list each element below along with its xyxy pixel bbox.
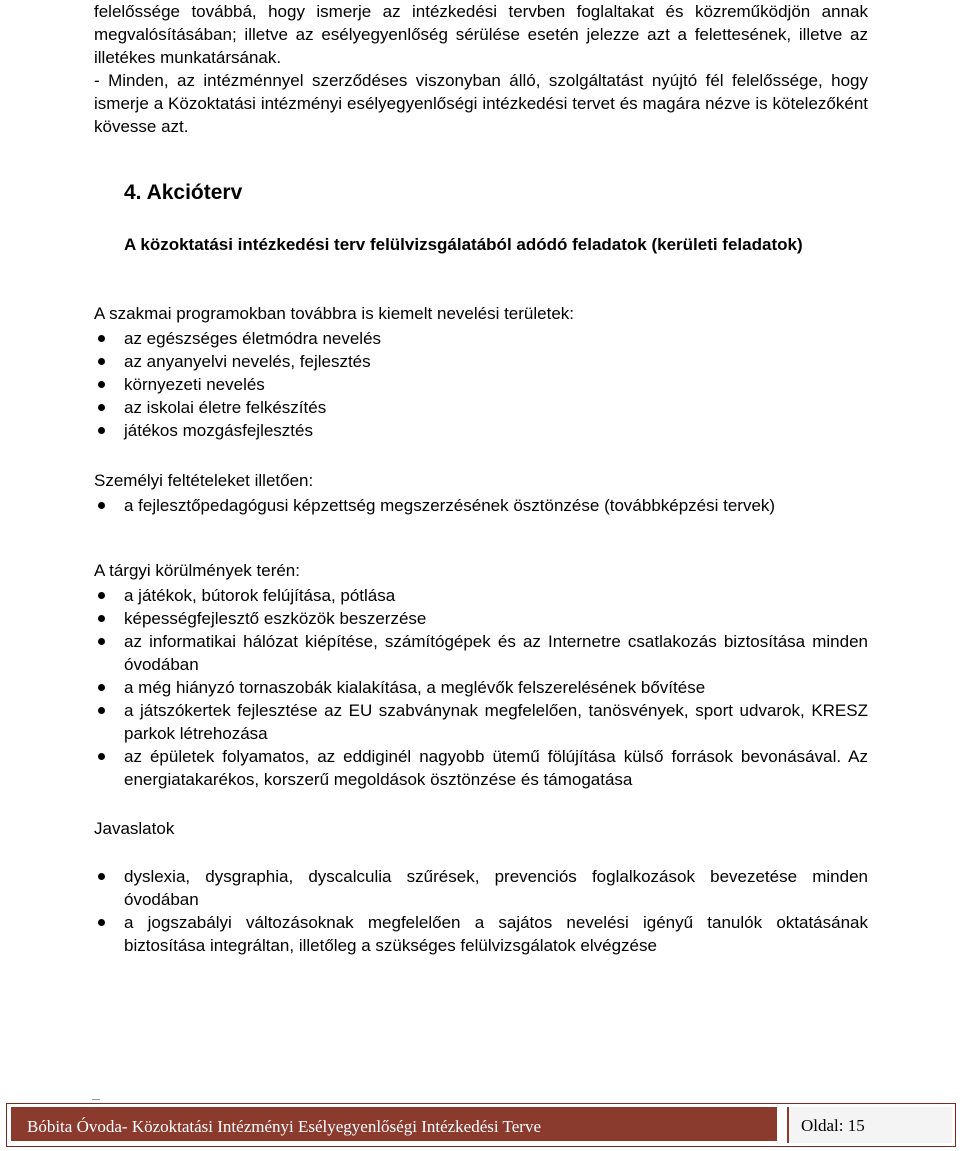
list-item-text: az épületek folyamatos, az eddiginél nagyobb ütemű fölújítása külső források bevonásával. Az energiatakarékos, korszerű megoldások ösztönzése és támogatása [124,747,868,789]
list-item [94,630,868,676]
material-block [94,559,868,791]
intro-text [94,0,868,138]
list-item-text: az egészséges életmódra nevelés [124,329,382,348]
list-item-text: az informatikai hálózat kiépítése, számítógépek és az Internetre csatlakozás biztosítása minden óvodában [124,632,868,674]
page-footer [6,1103,956,1147]
page-number: Oldal: 15 [801,1116,865,1135]
document-page [94,0,868,138]
suggestions-list [94,865,868,957]
list-item [94,607,868,630]
bullet-icon [98,753,105,760]
bullet-icon [98,335,105,342]
bullet-icon [98,707,105,714]
list-item-text: környezeti nevelés [124,375,265,394]
list-item-text: a még hiányzó tornaszobák kialakítása, a meglévők felszerelésének bővítése [124,678,706,697]
intro-paragraph-2: - Minden, az intézménnyel szerződéses viszonyban álló, szolgáltatást nyújtó fél felelőssége, hogy ismerje a Közoktatási intézményi esélyegyenlőségi intézkedési tervet és magára nézve is kötelezőként kövesse azt. [94,71,868,136]
list-item [94,745,868,791]
bullet-icon [98,615,105,622]
list-item-text: képességfejlesztő eszközök beszerzése [124,609,427,628]
list-item [94,396,868,419]
list-item [94,676,868,699]
list-item [94,911,868,957]
list-item-text: a játékok, bútorok felújítása, pótlása [124,586,396,605]
programs-block [94,302,868,442]
bullet-icon [98,919,105,926]
list-item [94,865,868,911]
list-item [94,327,868,350]
bullet-icon [98,502,105,509]
suggestions-label: Javaslatok [94,819,175,838]
bullet-icon [98,873,105,880]
bullet-icon [98,638,105,645]
list-item-text: játékos mozgásfejlesztés [124,421,313,440]
section-subtitle: A közoktatási intézkedési terv felülvizsgálatából adódó feladatok (kerületi feladatok) [124,235,803,254]
list-item-text: dyslexia, dysgraphia, dyscalculia szűrések, prevenciós foglalkozások bevezetése minden óvodában [124,867,868,909]
list-item-text: az anyanyelvi nevelés, fejlesztés [124,352,371,371]
personal-list [94,494,868,517]
programs-label: A szakmai programokban továbbra is kiemelt nevelési területek: [94,304,575,323]
bullet-icon [98,358,105,365]
material-label: A tárgyi körülmények terén: [94,561,300,580]
list-item [94,699,868,745]
footer-page-box [787,1107,952,1143]
bullet-icon [98,684,105,691]
footer-title-box [11,1107,777,1141]
list-item [94,373,868,396]
bullet-icon [98,404,105,411]
list-item [94,350,868,373]
list-item [94,584,868,607]
list-item [94,494,868,517]
bullet-icon [98,381,105,388]
list-item-text: a játszókertek fejlesztése az EU szabványnak megfelelően, tanösvények, sport udvarok, KRESZ parkok létrehozása [124,701,868,743]
suggestions-block [94,817,868,957]
bullet-icon [98,427,105,434]
list-item-text: a jogszabályi változásoknak megfelelően a sajátos nevelési igényű tanulók oktatásának biztosítása integráltan, illetőleg a szükséges felülvizsgálatok elvégzése [124,913,868,955]
personal-label: Személyi feltételeket illetően: [94,471,314,490]
personal-block [94,469,868,517]
programs-list [94,327,868,442]
footer-title: Bóbita Óvoda- Közoktatási Intézményi Esélyegyenlőségi Intézkedési Terve [27,1117,541,1136]
intro-paragraph-1: felelőssége továbbá, hogy ismerje az intézkedési tervben foglaltakat és közreműködjön annak megvalósításában; illetve az esélyegyenlőség sérülése esetén jelezze azt a felettesének, illetve az illetékes munkatársának. [94,2,868,67]
list-item-text: az iskolai életre felkészítés [124,398,327,417]
list-item-text: a fejlesztőpedagógusi képzettség megszerzésének ösztönzése (továbbképzési tervek) [124,496,776,515]
list-item [94,419,868,442]
section-title: 4. Akcióterv [124,181,243,204]
material-list [94,584,868,791]
bullet-icon [98,592,105,599]
